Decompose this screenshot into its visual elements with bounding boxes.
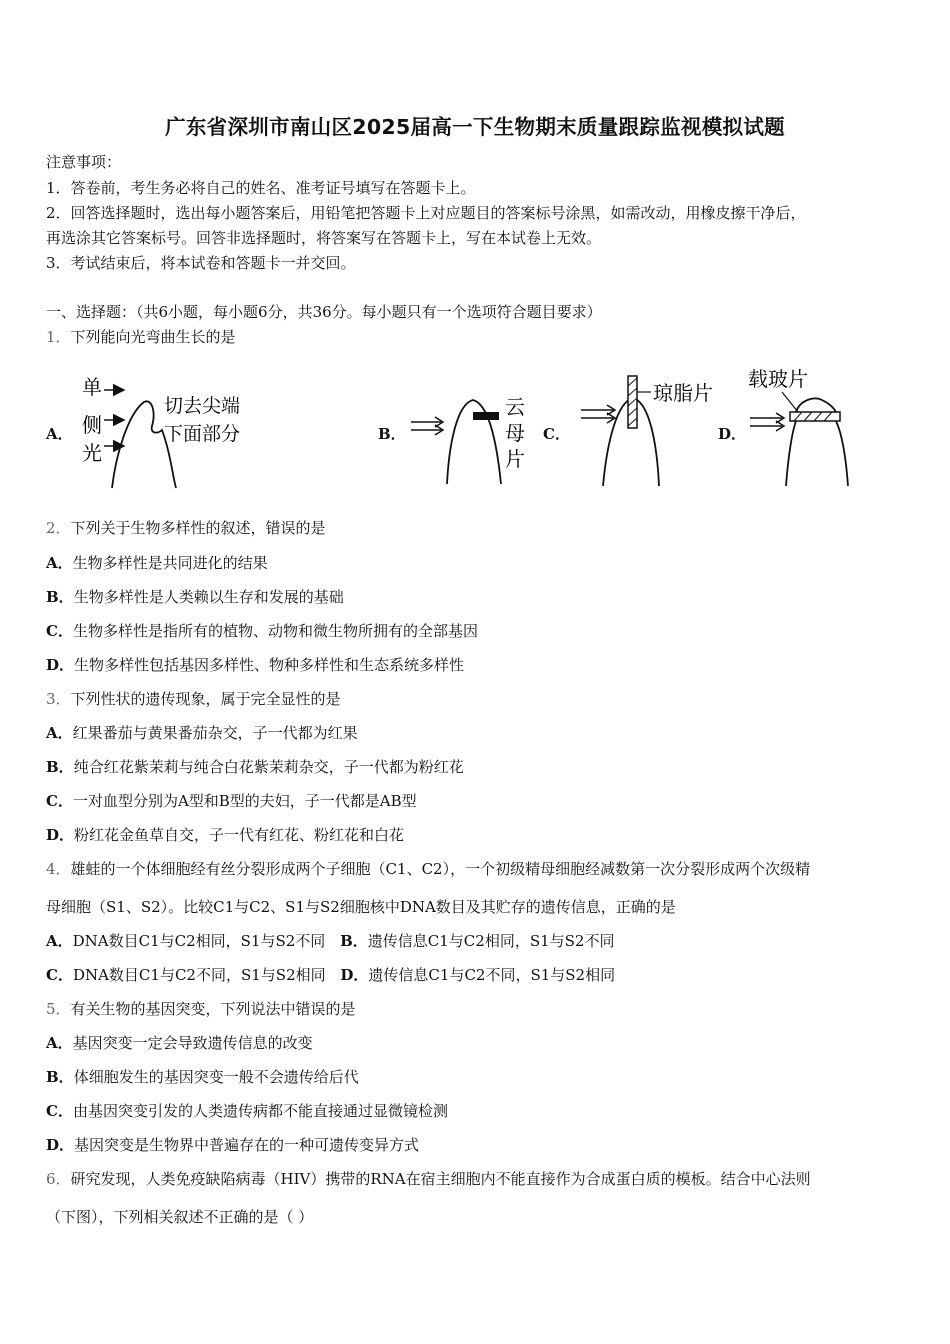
option-key: B． [46, 758, 74, 776]
cut-label: 切去尖端 [164, 395, 241, 417]
option [46, 621, 478, 641]
question-number: 4． [46, 860, 71, 878]
option-key: A． [46, 1034, 73, 1052]
option-text: 生物多样性包括基因多样性、物种多样性和生态系统多样性 [74, 656, 465, 674]
option-key: A． [46, 724, 73, 742]
option-text: 遗传信息C1与C2不同，S1与S2相同 [368, 966, 616, 984]
light-label: 侧 [82, 413, 102, 437]
question-3 [46, 689, 341, 709]
mica-label: 云 [505, 395, 525, 419]
option [46, 1101, 448, 1121]
option-text: 纯合红花紫茉莉与纯合白花紫茉莉杂交，子一代都为粉红花 [73, 758, 464, 776]
question-4 [46, 859, 810, 879]
section-heading: 一、选择题：（共6小题，每小题6分，共36分。每小题只有一个选项符合题目要求） [46, 303, 602, 321]
question-stem: 下列能向光弯曲生长的是 [70, 328, 236, 346]
question-stem: 下列性状的遗传现象，属于完全显性的是 [70, 690, 341, 708]
option [46, 1033, 313, 1053]
option-text: 遗传信息C1与C2相同，S1与S2不同 [367, 932, 615, 950]
question-2 [46, 518, 326, 538]
light-label: 光 [82, 441, 102, 465]
option-text: 基因突变一定会导致遗传信息的改变 [72, 1034, 313, 1052]
option-text: 体细胞发生的基因突变一般不会遗传给后代 [73, 1068, 359, 1086]
slide-label: 载玻片 [748, 367, 808, 391]
figure-b [405, 384, 535, 488]
option-text: DNA数目C1与C2不同，S1与S2相同 [72, 966, 326, 984]
option-text: 生物多样性是共同进化的结果 [72, 554, 268, 572]
option-d-label: D． [718, 425, 747, 443]
option-key: D． [46, 1136, 75, 1154]
option [46, 825, 404, 845]
question-stem: 有关生物的基因突变，下列说法中错误的是 [70, 1000, 356, 1018]
option-text: 红果番茄与黄果番茄杂交，子一代都为红果 [72, 724, 358, 742]
option-text: 基因突变是生物界中普遍存在的一种可遗传变异方式 [74, 1136, 420, 1154]
notice-item: 1．答卷前，考生务必将自己的姓名、准考证号填写在答题卡上。 [46, 179, 476, 197]
question-number: 1． [46, 328, 71, 346]
option-key: B． [46, 588, 74, 606]
option-key: C． [46, 1102, 73, 1120]
question-stem-continued: 母细胞（S1、S2）。比较C1与C2、S1与S2细胞核中DNA数目及其贮存的遗传信息，正确的是 [46, 898, 676, 916]
option-key: A． [46, 554, 73, 572]
option-text: 生物多样性是人类赖以生存和发展的基础 [73, 588, 344, 606]
notice-item: 再选涂其它答案标号。回答非选择题时，将答案写在答题卡上，写在本试卷上无效。 [46, 229, 602, 247]
question-number: 2． [46, 519, 71, 537]
question-stem: 研究发现，人类免疫缺陷病毒（HIV）携带的RNA在宿主细胞内不能直接作为合成蛋白质的模板。结合中心法则 [70, 1170, 811, 1188]
question-stem: 雄蛙的一个体细胞经有丝分裂形成两个子细胞（C1、C2），一个初级精母细胞经减数第一次分裂形成两个次级精 [70, 860, 811, 878]
option-row [46, 965, 615, 985]
figure-c [575, 372, 725, 490]
question-number: 5． [46, 1000, 71, 1018]
option-key: A． [46, 932, 73, 950]
question-5 [46, 999, 356, 1019]
page-title: 广东省深圳市南山区2025届高一下生物期末质量跟踪监视模拟试题 [165, 115, 785, 139]
option-text: DNA数目C1与C2相同，S1与S2不同 [72, 932, 326, 950]
notice-heading: 注意事项： [46, 153, 122, 171]
mica-sheet [473, 412, 499, 420]
figure-a [72, 372, 252, 494]
option-text: 由基因突变引发的人类遗传病都不能直接通过显微镜检测 [72, 1102, 448, 1120]
question-stem-continued: （下图），下列相关叙述不正确的是（ ） [46, 1208, 314, 1226]
mica-label: 片 [505, 447, 525, 471]
figure-d [742, 362, 862, 490]
option [46, 655, 464, 675]
option-b-label: B． [378, 425, 406, 443]
option [46, 723, 358, 743]
option-key: B． [340, 932, 368, 950]
coleoptile [786, 421, 848, 486]
option [46, 791, 417, 811]
question-1 [46, 327, 236, 347]
question-number: 3． [46, 690, 71, 708]
question-number: 6． [46, 1170, 71, 1188]
option-row [46, 931, 614, 951]
question-stem: 下列关于生物多样性的叙述，错误的是 [70, 519, 326, 537]
light-label: 单 [82, 375, 102, 399]
option [46, 587, 344, 607]
option-key: D． [46, 656, 75, 674]
option-c-label: C． [543, 425, 570, 443]
option-key: C． [46, 792, 73, 810]
option-text: 生物多样性是指所有的植物、动物和微生物所拥有的全部基因 [72, 622, 478, 640]
cut-label: 下面部分 [164, 423, 241, 445]
option-key: C． [46, 966, 73, 984]
option [46, 1067, 359, 1087]
coleoptile-tip [796, 399, 836, 413]
agar-label: 琼脂片 [653, 381, 713, 405]
option [46, 757, 464, 777]
option-key: B． [46, 1068, 74, 1086]
option-key: C． [46, 622, 73, 640]
option [46, 1135, 419, 1155]
option-text: 粉红花金鱼草自交，子一代有红花、粉红花和白花 [74, 826, 405, 844]
notice-item: 2．回答选择题时，选出每小题答案后，用铅笔把答题卡上对应题目的答案标号涂黑，如需改动，用橡皮擦干净后， [46, 204, 806, 222]
mica-label: 母 [505, 421, 525, 445]
option-a-label: A． [46, 425, 73, 443]
option-text: 一对血型分别为A型和B型的夫妇，子一代都是AB型 [72, 792, 417, 810]
question-6 [46, 1169, 811, 1189]
notice-item: 3．考试结束后，将本试卷和答题卡一并交回。 [46, 254, 356, 272]
option-key: D． [46, 826, 75, 844]
option [46, 553, 268, 573]
option-key: D． [340, 966, 369, 984]
